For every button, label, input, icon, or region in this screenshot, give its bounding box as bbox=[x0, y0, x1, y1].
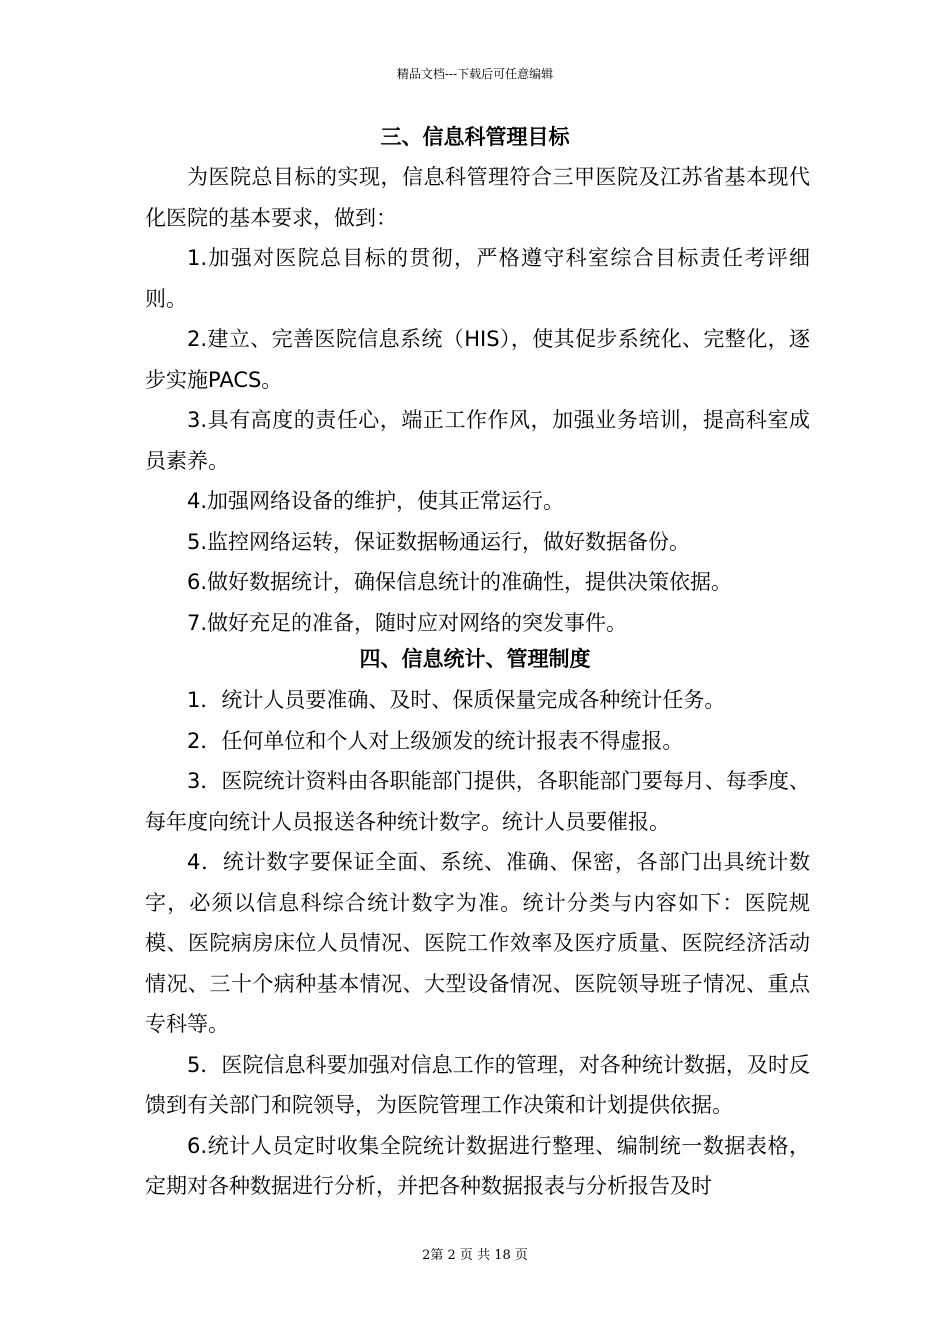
section-4-body bbox=[145, 680, 810, 1207]
rule-item-3: 3．医院统计资料由各职能部门提供，各职能部门要每月、每季度、每年度向统计人员报送各种统计数字。统计人员要催报。 bbox=[145, 769, 810, 834]
rule-item-4: 4．统计数字要保证全面、系统、准确、保密，各部门出具统计数字，必须以信息科综合统计数字为准。统计分类与内容如下：医院规模、医院病房床位人员情况、医院工作效率及医疗质量、医院经济活动情况、三十个病种基本情况、大型设备情况、医院领导班子情况、重点专科等。 bbox=[145, 850, 810, 1036]
rule-item-1: 1．统计人员要准确、及时、保质保量完成各种统计任务。 bbox=[187, 688, 726, 712]
goal-item-1: 1.加强对医院总目标的贯彻，严格遵守科室综合目标责任考评细则。 bbox=[145, 246, 810, 311]
intro-paragraph: 为医院总目标的实现，信息科管理符合三甲医院及江苏省基本现代化医院的基本要求，做到： bbox=[145, 165, 810, 230]
goal-item-5: 5.监控网络运转，保证数据畅通运行，做好数据备份。 bbox=[187, 529, 691, 554]
goal-item-7: 7.做好充足的准备，随时应对网络的突发事件。 bbox=[187, 610, 628, 635]
page-header: 精品文档---下载后可任意编辑 bbox=[396, 67, 554, 81]
section-3-title: 三、信息科管理目标 bbox=[380, 125, 570, 149]
rule-item-2: 2．任何单位和个人对上级颁发的统计报表不得虚报。 bbox=[187, 728, 684, 753]
section-3-body bbox=[145, 157, 810, 643]
goal-item-6: 6.做好数据统计，确保信息统计的准确性，提供决策依据。 bbox=[187, 570, 733, 594]
goal-item-3: 3.具有高度的责任心，端正工作作风，加强业务培训，提高科室成员素养。 bbox=[145, 408, 810, 473]
goal-item-4: 4.加强网络设备的维护，使其正常运行。 bbox=[187, 489, 565, 513]
rule-item-6: 6.统计人员定时收集全院统计数据进行整理、编制统一数据表格，定期对各种数据进行分析，并把各种数据报表与分析报告及时 bbox=[145, 1133, 810, 1198]
rule-item-5: 5．医院信息科要加强对信息工作的管理，对各种统计数据，及时反馈到有关部门和院领导，为医院管理工作决策和计划提供依据。 bbox=[145, 1052, 810, 1117]
section-4-title: 四、信息统计、管理制度 bbox=[359, 647, 591, 671]
goal-item-2: 2.建立、完善医院信息系统（HIS），使其促步系统化、完整化，逐步实施PACS。 bbox=[145, 327, 810, 392]
page-footer: 2第 2 页 共 18 页 bbox=[422, 1248, 528, 1263]
